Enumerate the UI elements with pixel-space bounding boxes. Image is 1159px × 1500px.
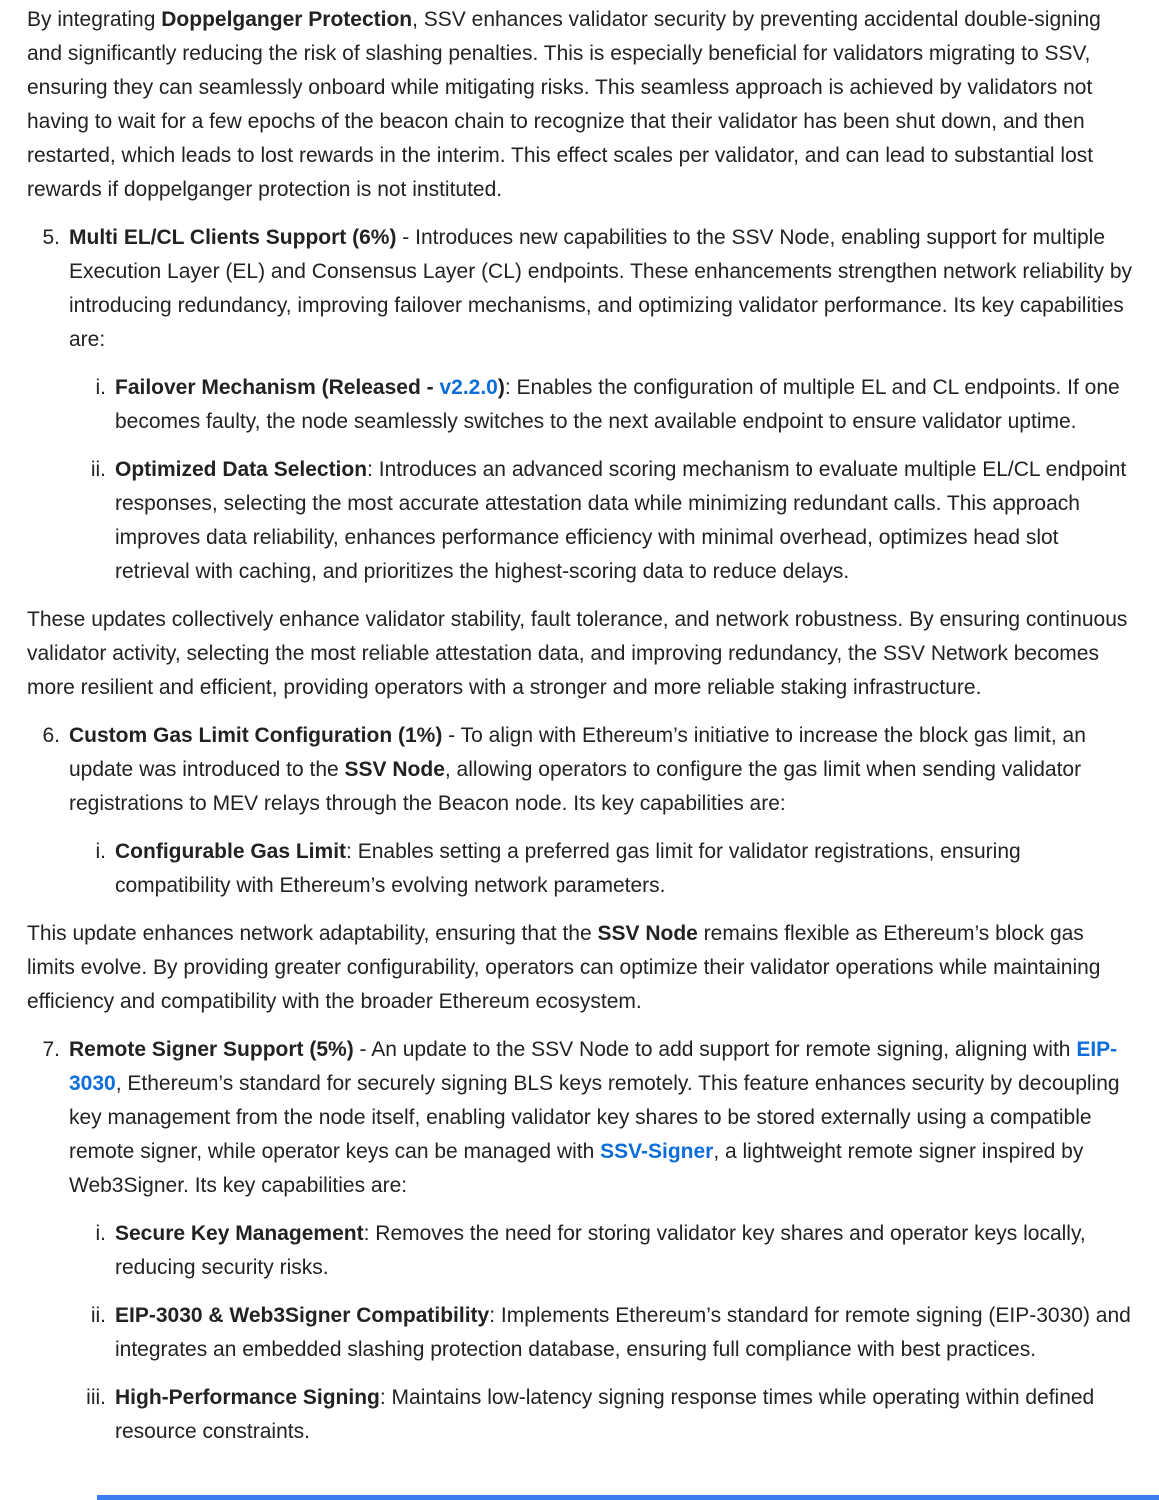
paragraph bbox=[27, 3, 1133, 207]
cutoff-element-edge bbox=[97, 1495, 1159, 1500]
text-run: : Introduces an advanced scoring mechanism to evaluate multiple EL/CL endpoint responses, selecting the most accurate attestation data while minimizing redundant calls. This approach improves data reliability, enhances performance efficiency with minimal overhead, optimizes head slot retrieval with caching, and prioritizes the highest-scoring data to reduce delays. bbox=[115, 458, 1127, 583]
list-item-text bbox=[115, 1381, 1133, 1449]
list-item-text bbox=[69, 719, 1133, 821]
text-run: : Enables the configuration of multiple EL and CL endpoints. If one becomes faulty, the node seamlessly switches to the next available endpoint to ensure validator uptime. bbox=[115, 376, 1120, 433]
text-run: : Removes the need for storing validator key shares and operator keys locally, reducing security risks. bbox=[115, 1222, 1086, 1279]
list-item-text bbox=[69, 1033, 1133, 1203]
text-run: - Introduces new capabilities to the SSV Node, enabling support for multiple Execution Layer (EL) and Consensus Layer (CL) endpoints. These enhancements strengthen network reliability by introducing redundancy, improving failover mechanisms, and optimizing validator performance. Its key capabilities are: bbox=[69, 226, 1133, 351]
link-eip-3030[interactable]: EIP-3030 bbox=[69, 1038, 1118, 1095]
bold-text-run: High-Performance Signing bbox=[115, 1386, 380, 1409]
bold-text-run: ) bbox=[497, 376, 505, 399]
list-item-marker: i. bbox=[95, 376, 106, 399]
bold-text-run: Optimized Data Selection bbox=[115, 458, 368, 481]
bold-text-run: Configurable Gas Limit bbox=[115, 840, 347, 863]
list-item bbox=[27, 1033, 1133, 1203]
list-item bbox=[27, 453, 1133, 589]
list-item bbox=[27, 835, 1133, 903]
list-item bbox=[27, 1217, 1133, 1285]
text-run: By integrating bbox=[27, 8, 162, 31]
list-item-text bbox=[115, 453, 1133, 589]
list-item-text bbox=[115, 1217, 1133, 1285]
bold-text-run: Secure Key Management bbox=[115, 1222, 364, 1245]
text-run: : Enables setting a preferred gas limit for validator registrations, ensuring compatibility with Ethereum’s evolving network parameters. bbox=[115, 840, 1021, 897]
document-blocks bbox=[27, 3, 1133, 1449]
bold-text-run: SSV Node bbox=[597, 922, 698, 945]
text-run: This update enhances network adaptability, ensuring that the bbox=[27, 922, 598, 945]
list-item-marker: 7. bbox=[42, 1038, 60, 1061]
list-item-text bbox=[115, 835, 1133, 903]
bold-text-run: Multi EL/CL Clients Support (6%) bbox=[69, 226, 397, 249]
text-run: , a lightweight remote signer inspired by Web3Signer. Its key capabilities are: bbox=[69, 1140, 1084, 1197]
paragraph bbox=[27, 603, 1133, 705]
text-run: , SSV enhances validator security by preventing accidental double-signing and significantly reducing the risk of slashing penalties. This is especially beneficial for validators migrating to SSV, ensuring they can seamlessly onboard while mitigating risks. This seamless approach is achieved by validators not having to wait for a few epochs of the beacon chain to recognize that their validator has been shut down, and then restarted, which leads to lost rewards in the interim. This effect scales per validator, and can lead to substantial lost rewards if doppelganger protection is not instituted. bbox=[27, 8, 1101, 201]
list-item-marker: ii. bbox=[90, 458, 106, 481]
text-run: , Ethereum’s standard for securely signing BLS keys remotely. This feature enhances security by decoupling key management from the node itself, enabling validator key shares to be stored externally using a compatible remote signer, while operator keys can be managed with bbox=[69, 1072, 1120, 1163]
link-ssv-signer[interactable]: SSV-Signer bbox=[600, 1140, 714, 1163]
list-item bbox=[27, 1299, 1133, 1367]
bold-text-run: Failover Mechanism (Released - bbox=[115, 376, 440, 399]
list-item-marker: ii. bbox=[90, 1304, 106, 1327]
text-run: These updates collectively enhance validator stability, fault tolerance, and network robustness. By ensuring continuous validator activity, selecting the most reliable attestation data, and improving redundancy, the SSV Network becomes more resilient and efficient, providing operators with a stronger and more reliable staking infrastructure. bbox=[27, 608, 1128, 699]
text-run: - An update to the SSV Node to add support for remote signing, aligning with bbox=[353, 1038, 1077, 1061]
bold-text-run: Custom Gas Limit Configuration (1%) bbox=[69, 724, 443, 747]
list-item-marker: 6. bbox=[42, 724, 60, 747]
list-item-text bbox=[115, 1299, 1133, 1367]
bold-text-run: SSV Node bbox=[344, 758, 445, 781]
list-item-text bbox=[115, 371, 1133, 439]
list-item bbox=[27, 719, 1133, 821]
list-item bbox=[27, 1381, 1133, 1449]
paragraph bbox=[27, 917, 1133, 1019]
list-item-marker: i. bbox=[95, 840, 106, 863]
link-v2-2-0[interactable]: v2.2.0 bbox=[439, 376, 498, 399]
list-item-text bbox=[69, 221, 1133, 357]
text-run: : Implements Ethereum’s standard for remote signing (EIP-3030) and integrates an embedded slashing protection database, ensuring full compliance with best practices. bbox=[115, 1304, 1131, 1361]
text-run: - To align with Ethereum’s initiative to increase the block gas limit, an update was introduced to the bbox=[69, 724, 1086, 781]
list-item bbox=[27, 221, 1133, 357]
text-run: : Maintains low-latency signing response times while operating within defined resource constraints. bbox=[115, 1386, 1095, 1443]
bold-text-run: Doppelganger Protection bbox=[161, 8, 413, 31]
text-run: , allowing operators to configure the gas limit when sending validator registrations to MEV relays through the Beacon node. Its key capabilities are: bbox=[69, 758, 1082, 815]
list-item-marker: iii. bbox=[86, 1386, 106, 1409]
bold-text-run: Remote Signer Support (5%) bbox=[69, 1038, 354, 1061]
text-run: remains flexible as Ethereum’s block gas limits evolve. By providing greater configurability, operators can optimize their validator operations while maintaining efficiency and compatibility with the broader Ethereum ecosystem. bbox=[27, 922, 1101, 1013]
bold-text-run: EIP-3030 & Web3Signer Compatibility bbox=[115, 1304, 490, 1327]
list-item-marker: i. bbox=[95, 1222, 106, 1245]
list-item-marker: 5. bbox=[42, 226, 60, 249]
list-item bbox=[27, 371, 1133, 439]
